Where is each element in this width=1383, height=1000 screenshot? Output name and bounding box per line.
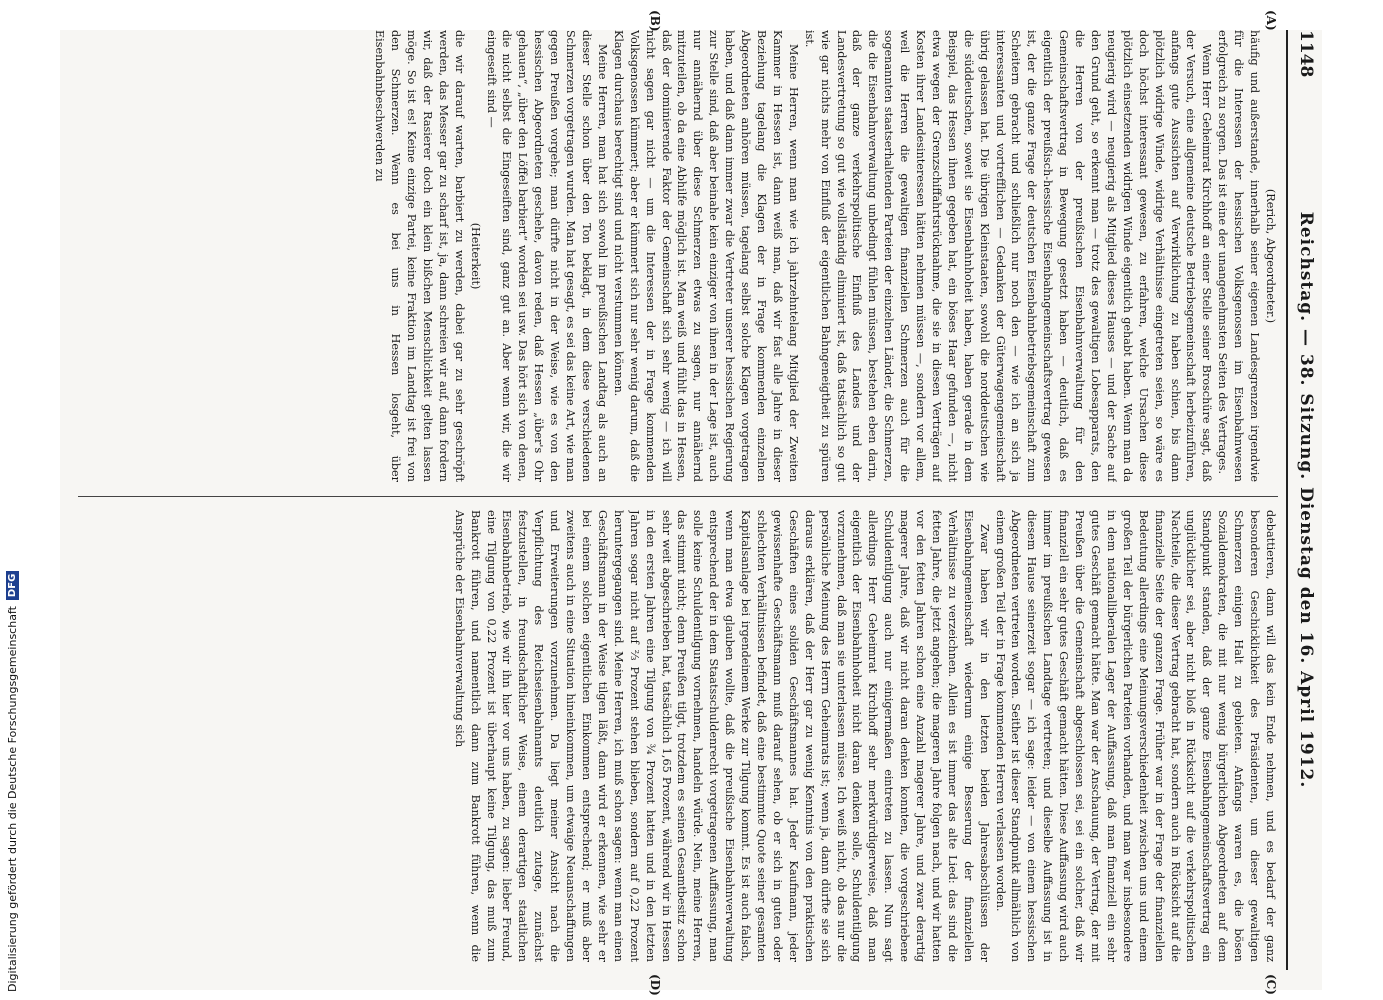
paragraph: Meine Herren, wenn man wie ich jahrzehntelang Mitglied der Zweiten Kammer in Hessen ist, dann weiß man, daß wir fast alle Jahre in dieser Beziehung tagelang die Klagen der in Frage kommenden einzelnen Abgeordneten anhören müssen, tagelang selbst solche Klagen vorgetragen haben, und daß dann immer zwar die Vertreter unserer hessischen Regierung zur Stelle sind, daß aber beinahe kein einziger von ihnen in der Lage ist, auch nur annähernd über diese Schmerzen etwas zu sagen, nur annähernd mitzuteilen, ob da eine Abhilfe möglich ist. Man weiß und fühlt das in Hessen, daß der dominierende Faktor der Gemeinschaft sich sehr wenig — ich will nicht sagen gar nicht — um die Interessen der in Frage kommenden Volksgenossen kümmert; aber er kümmert sich nur sehr wenig darum, daß die Klagen durchaus berechtigt sind und nicht verstummen können. <box>611 30 800 482</box>
page-number: 1148 <box>1296 30 1316 78</box>
margin-marker-b: (B) <box>648 10 662 32</box>
page-header <box>1286 30 1322 970</box>
page-title: Reichstag. — 38. Sitzung. Dienstag den 16. April 1912. <box>1296 211 1316 789</box>
rotated-page <box>62 10 1322 996</box>
margin-marker-c: (C) <box>1264 974 1278 995</box>
column-divider <box>78 496 1278 497</box>
speaker-note: (Rerich, Abgeordneter.) <box>1264 188 1277 324</box>
right-column <box>78 510 1278 962</box>
left-column <box>78 30 1278 482</box>
interjection: (Heiterkeit) <box>468 222 482 290</box>
paragraph: Wenn Herr Geheimrat Kirchhoff an einer Stelle seiner Broschüre sagt, daß der Versuch, eine allgemeine deutsche Betriebsgemeinschaft herbeizuführen, anfangs gute Aussichten auf Verwirklichung zu haben schien, bis dann plötzlich widrige Winde, widrige Verhältnisse eingetreten seien, so wäre es doch höchst interessant gewesen, zu erfahren, welche Ursachen diese plötzlich einsetzenden widrigen Winde eigentlich gehabt haben. Wenn man da neugierig wird — neugierig als Mitglied dieses Hauses — und der Sache auf den Grund geht, so erkennt man — trotz des gewaltigen Lobesapparats, den die Herren von der preußischen Eisenbahnverwaltung für den Gemeinschaftsvertrag in Bewegung gesetzt haben — deutlich, daß es eigentlich der preußisch-hessische Eisenbahngemeinschaftsvertrag gewesen ist, der die ganze Frage der deutschen Eisenbahnbetriebsgemeinschaft zum Scheitern gebracht und schließlich nur noch den — wie ich an sich ja interessanten und vortrefflichen — Gedanken der Güterwagengemeinschaft übrig gelassen hat. Die übrigen Kleinstaaten, sowohl die norddeutschen wie die süddeutschen, soweit sie Eisenbahnhoheit haben, haben gerade in dem Beispiel, das Hessen ihnen gegeben hat, ein böses Haar gefunden —, nicht etwa wegen der Grenzschiffahrtsrücknahme, die sie in diesen Verträgen auf Kosten ihrer Landesinteressen hätten nehmen müssen —, sondern vor allem, weil die Herren die gewaltigen finanziellen Schmerzen auch für die sogenannten staatserhaltenden Parteien der einzelnen Länder, die Schmerzen, die die Eisenbahnverwaltung unbedingt fühlen müssen, bestehen eben darin, daß der ganze verkehrspolitische Einfluß des Landes und der Landesvertretung so gut wie vollständig eliminiert ist, daß tatsächlich so gut wie gar nichts mehr von Einfluß der eigentlichen Bahngeneigtheit zu spüren ist. <box>802 30 1214 482</box>
margin-marker-a: (A) <box>1264 10 1278 31</box>
paragraph: Zwar haben wir in den letzten beiden Jahresabschlüssen der Eisenbahngemeinschaft wiederum einige Besserung der finanziellen Verhältnisse zu verzeichnen. Allein es ist immer das alte Lied: das sind die fetten Jahre, die jetzt angehen; die mageren Jahre folgen nach, und wir hatten vor den fetten Jahren schon eine Anzahl magerer Jahre, und zwar derartig magerer Jahre, daß wir nicht daran denken konnten, die vorgeschriebene Schuldentilgung auch nur einigermaßen eintreten zu lassen. Nun sagt allerdings Herr Geheimrat Kirchhoff sehr merkwürdigerweise, daß man eigentlich der Eisenbahnhoheit nicht daran denken solle, Schuldentilgung vorzunehmen, daß man sie unterlassen müsse. Ich weiß nicht, ob das nur die persönliche Meinung des Herrn Geheimrats ist; wenn ja, dann dürfte sie sich daraus erklären, daß der Herr gar zu wenig Kenntnis von den praktischen Geschäften eines soliden Geschäftsmannes hat. Jeder Kaufmann, jeder gewissenhafte Geschäftsmann muß darauf sehen, ob er sich in guten oder schlechten Verhältnissen befindet, daß eine bestimmte Quote seiner gesamten Kapitalsanlage bei irgendeinem Werke zur Tilgung kommt. Es ist auch falsch, wenn man etwa glauben wollte, daß die preußische Eisenbahnverwaltung entsprechend der in dem Staatsschuldenrecht vorgetragenen Auffassung, man solle keine Schuldentilgung vornehmen, handeln würde. Nein, meine Herren, das stimmt nicht; denn Preußen tilgt, trotzdem es seinen Gesamtbesitz schon sehr weit abgeschrieben hat, tatsächlich 1,65 Prozent, während wir in Hessen in den ersten Jahren eine Tilgung von ¾ Prozent hatten und in den letzten Jahren sogar nicht auf ⅔ Prozent stehen blieben, sondern auf 0,22 Prozent heruntergegangen sind. Meine Herren, ich muß schon sagen: wenn man einen Geschäftsmann in der Weise tilgen läßt, dann wird er erkennen, wie sehr er bei einem solchen eigentlichen Einkommen entsprechend; er muß aber zweitens auch in eine Situation hineinkommen, um etwaige Neuanschaffungen und Erweiterungen vorzunehmen. Da liegt meiner Ansicht nach die Verpflichtung des Reichseisenbahnamts deutlich zutage, zunächst festzustellen, in freundschaftlicher Weise, einem derartigen staatlichen Eisenbahnbetrieb, wie wir ihn hier vor uns haben, zu sagen: lieber Freund, eine Tilgung von 0,22 Prozent ist überhaupt keine Tilgung, das muß zum Bankrott führen, und namentlich dann zum Bankrott führen, wenn die Ansprüche der Eisenbahnverwaltung sich <box>452 510 991 962</box>
dfg-logo: DFG <box>6 571 19 600</box>
paragraph: debattieren, dann will das kein Ende nehmen, und es bedarf der ganz besonderen Geschicklichkeit des Präsidenten, um dieser gewaltigen Schmerzen einigen Halt zu gebieten. Anfangs waren es, die bösen Sozialdemokraten, die mit nur wenig bürgerlichen Abgeordneten auf dem Standpunkt standen, daß der ganze Eisenbahngemeinschaftsvertrag ein unglücklicher sei, aber nicht bloß in Rücksicht auf die verkehrspolitischen Nachteile, die dieser Vertrag gebracht hat, sondern auch in Rücksicht auf die finanzielle Seite der ganzen Frage. Früher war in der Frage der finanziellen Bedeutung allerdings eine Meinungsverschiedenheit zwischen uns und einem großen Teil der bürgerlichen Parteien vorhanden, und man war insbesondere in dem nationalliberalen Lager der Auffassung, daß man finanziell ein sehr gutes Geschäft gemacht hätte. Man war der Anschauung, der Vertrag, der mit Preußen über die Gemeinschaft abgeschlossen sei, sei ein solcher, daß wir finanziell ein sehr gutes Geschäft gemacht hätten. Diese Auffassung wird auch immer im preußischen Landtage vertreten; und dieselbe Auffassung ist in diesem Hause seinerzeit sogar — ich sage: leider — von einem hessischen Abgeordneten vertreten worden. Seither ist dieser Standpunkt allmählich von einem großen Teil der in Frage kommenden Herren verlassen worden. <box>993 510 1277 962</box>
paragraph: häufig und außerstande, innerhalb seiner eigenen Landesgrenzen irgendwie für die Interessen der hessischen Volksgenossen im Eisenbahnwesen erfolgreich zu sorgen. Das ist eine der unangenehmsten Seiten des Vertrages. <box>1216 30 1262 482</box>
paragraph: Meine Herren, man hat sich sowohl im preußischen Landtag als auch an dieser Stelle schon über den Ton beklagt, in dem diese verschiedenen Schmerzen vorgetragen wurden. Man hat gesagt, es sei das keine Art, wie man gegen Preußen vorgehe; man dürfte nicht in der Weise, wie es von den hessischen Abgeordneten geschehe, davon reden, daß Hessen „über's Ohr gehauen“, „über den Löffel barbiert“ worden sei usw. Das hört sich von denen, die nicht selbst die Eingeseiften sind, ganz gut an. Aber wenn wir, die wir eingeseift sind — <box>484 30 609 482</box>
digitization-credit <box>6 571 19 992</box>
credit-text: Digitalisierung gefördert durch die Deutsche Forschungsgemeinschaft <box>6 606 19 992</box>
margin-marker-d: (D) <box>648 974 662 996</box>
paragraph: die wir darauf warten, barbiert zu werden, dabei gar zu sehr geschröpft werden, das Messer gar zu scharf ist, ja, dann schreien wir auf, dann fordern wir, daß der Rasierer doch ein klein bißchen Menschlichkeit gelten lassen möge. So ist es! Keine einzige Partei, keine Fraktion im Landtag ist frei von den Schmerzen. Wenn es bei uns in Hessen losgeht, über Eisenbahnbeschwerden zu <box>373 30 466 482</box>
